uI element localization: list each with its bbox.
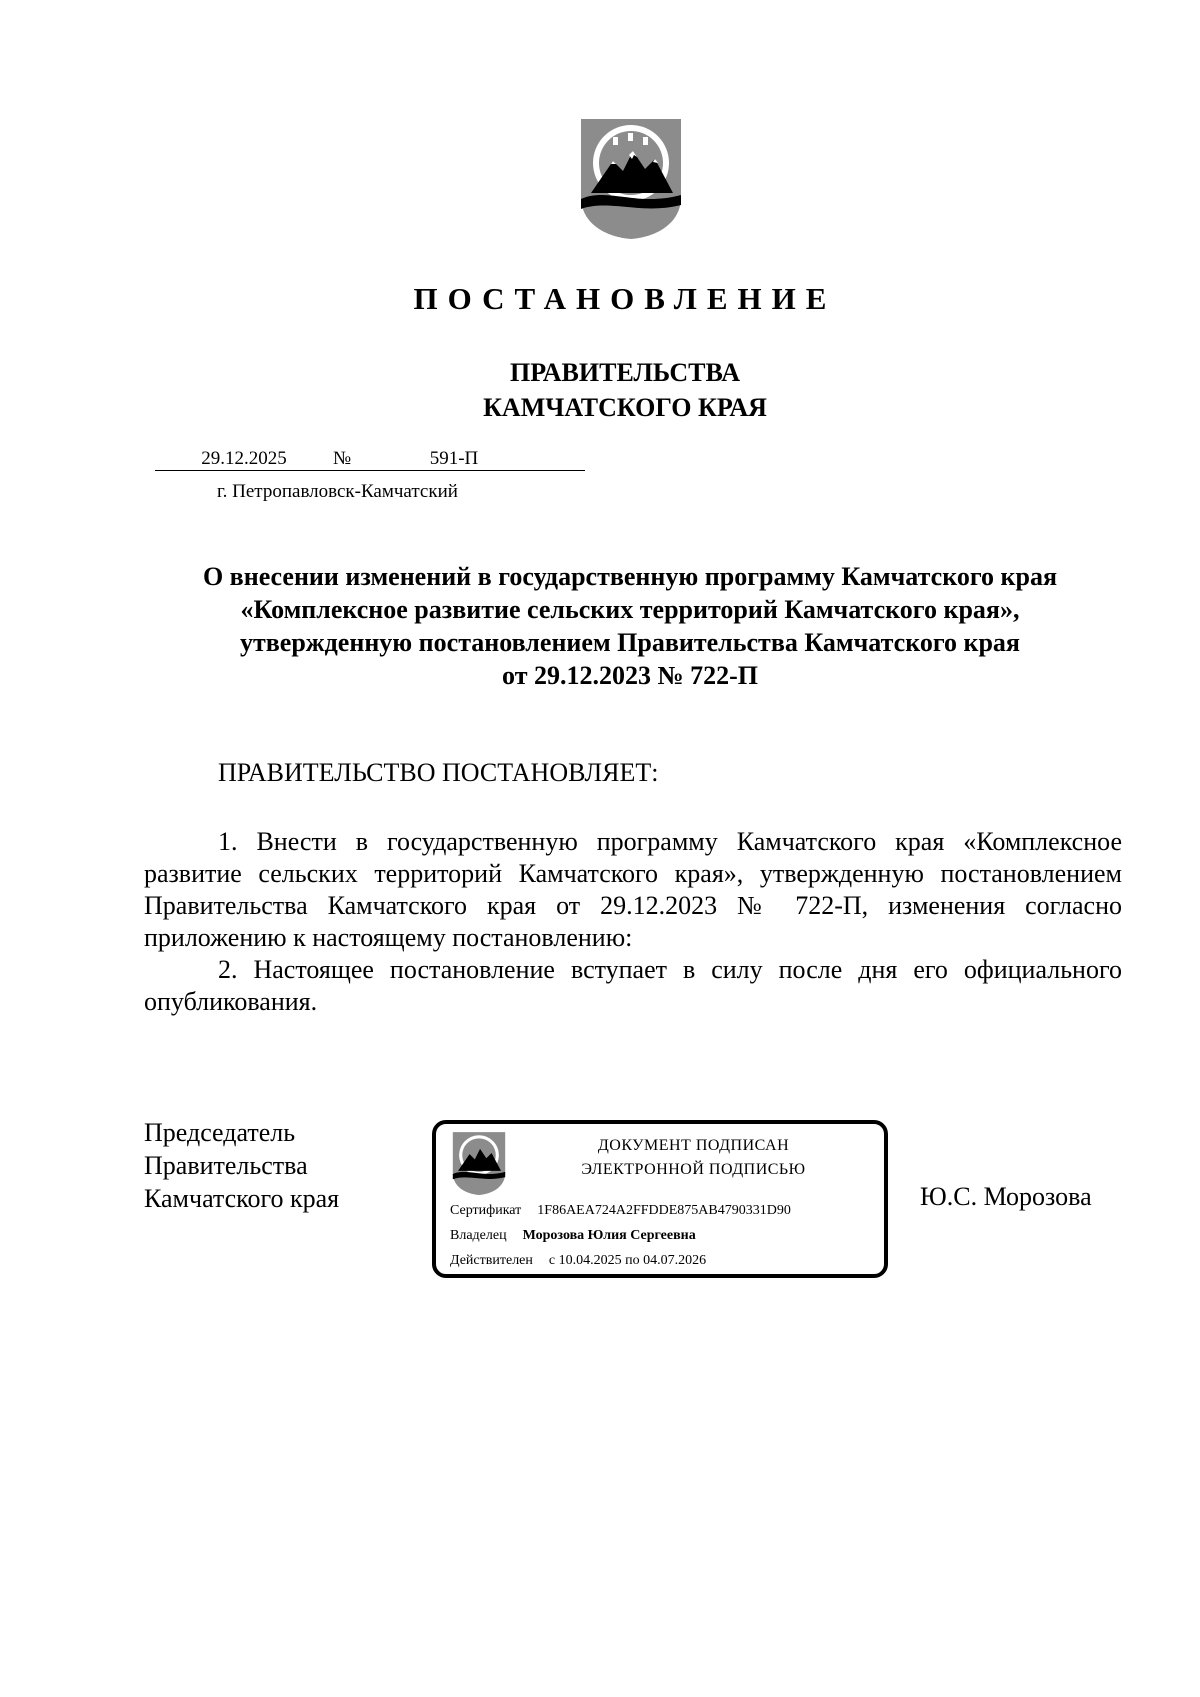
electronic-signature-stamp (432, 1120, 888, 1278)
date-number-line (155, 448, 585, 472)
body-item-1: 1. Внести в государственную программу Камчатского края «Комплексное развитие сельских территорий Камчатского края», утвержденную постановлением Правительства Камчатского края от 29.12.2023 № 722-П, изменения согласно приложению к настоящему постановлению: (144, 827, 1122, 952)
subject-line: «Комплексное развитие сельских территорий Камчатского края», (240, 595, 1020, 624)
subject-line: утвержденную постановлением Правительства Камчатского края (239, 628, 1020, 657)
document-type-heading: ПОСТАНОВЛЕНИЕ (413, 281, 837, 316)
authority-line: ПРАВИТЕЛЬСТВА (510, 358, 740, 387)
stamp-title-line: ДОКУМЕНТ ПОДПИСАН (597, 1137, 790, 1154)
stamp-emblem-icon (450, 1130, 508, 1196)
subject-line: О внесении изменений в государственную программу Камчатского края (202, 562, 1058, 591)
document-body (144, 826, 1122, 1018)
stamp-validity-row (450, 1253, 706, 1269)
owner-value: Морозова Юлия Сергеевна (522, 1228, 696, 1243)
document-number: 591-П (363, 448, 585, 471)
stamp-title (521, 1134, 866, 1182)
owner-label: Владелец (450, 1228, 507, 1243)
signer-position-line: Председатель (144, 1118, 296, 1147)
document-subject (0, 560, 1200, 692)
city-name: г. Петропавловск-Камчатский (217, 481, 458, 502)
certificate-label: Сертификат (450, 1203, 522, 1218)
signer-position-line: Камчатского края (144, 1184, 340, 1213)
issuing-authority (0, 355, 1200, 425)
subject-line: от 29.12.2023 № 722-П (502, 661, 758, 690)
validity-label: Действителен (450, 1253, 533, 1268)
stamp-certificate-row (450, 1203, 791, 1219)
signer-position (144, 1116, 339, 1215)
stamp-owner-row (450, 1228, 696, 1244)
validity-value: с 10.04.2025 по 04.07.2026 (548, 1253, 707, 1268)
authority-line: КАМЧАТСКОГО КРАЯ (483, 393, 767, 422)
number-sign: № (333, 448, 363, 471)
body-item-2: 2. Настоящее постановление вступает в силу после дня его официального опубликования. (144, 955, 1122, 1016)
signer-position-line: Правительства (144, 1151, 308, 1180)
document-date: 29.12.2025 (155, 448, 333, 471)
certificate-value: 1F86AEA724A2FFDDE875AB4790331D90 (537, 1203, 791, 1218)
decree-statement: ПРАВИТЕЛЬСТВО ПОСТАНОВЛЯЕТ: (218, 758, 659, 787)
stamp-title-line: ЭЛЕКТРОННОЙ ПОДПИСЬЮ (581, 1161, 806, 1178)
signer-name: Ю.С. Морозова (920, 1182, 1092, 1211)
kamchatka-emblem-icon (577, 115, 685, 241)
